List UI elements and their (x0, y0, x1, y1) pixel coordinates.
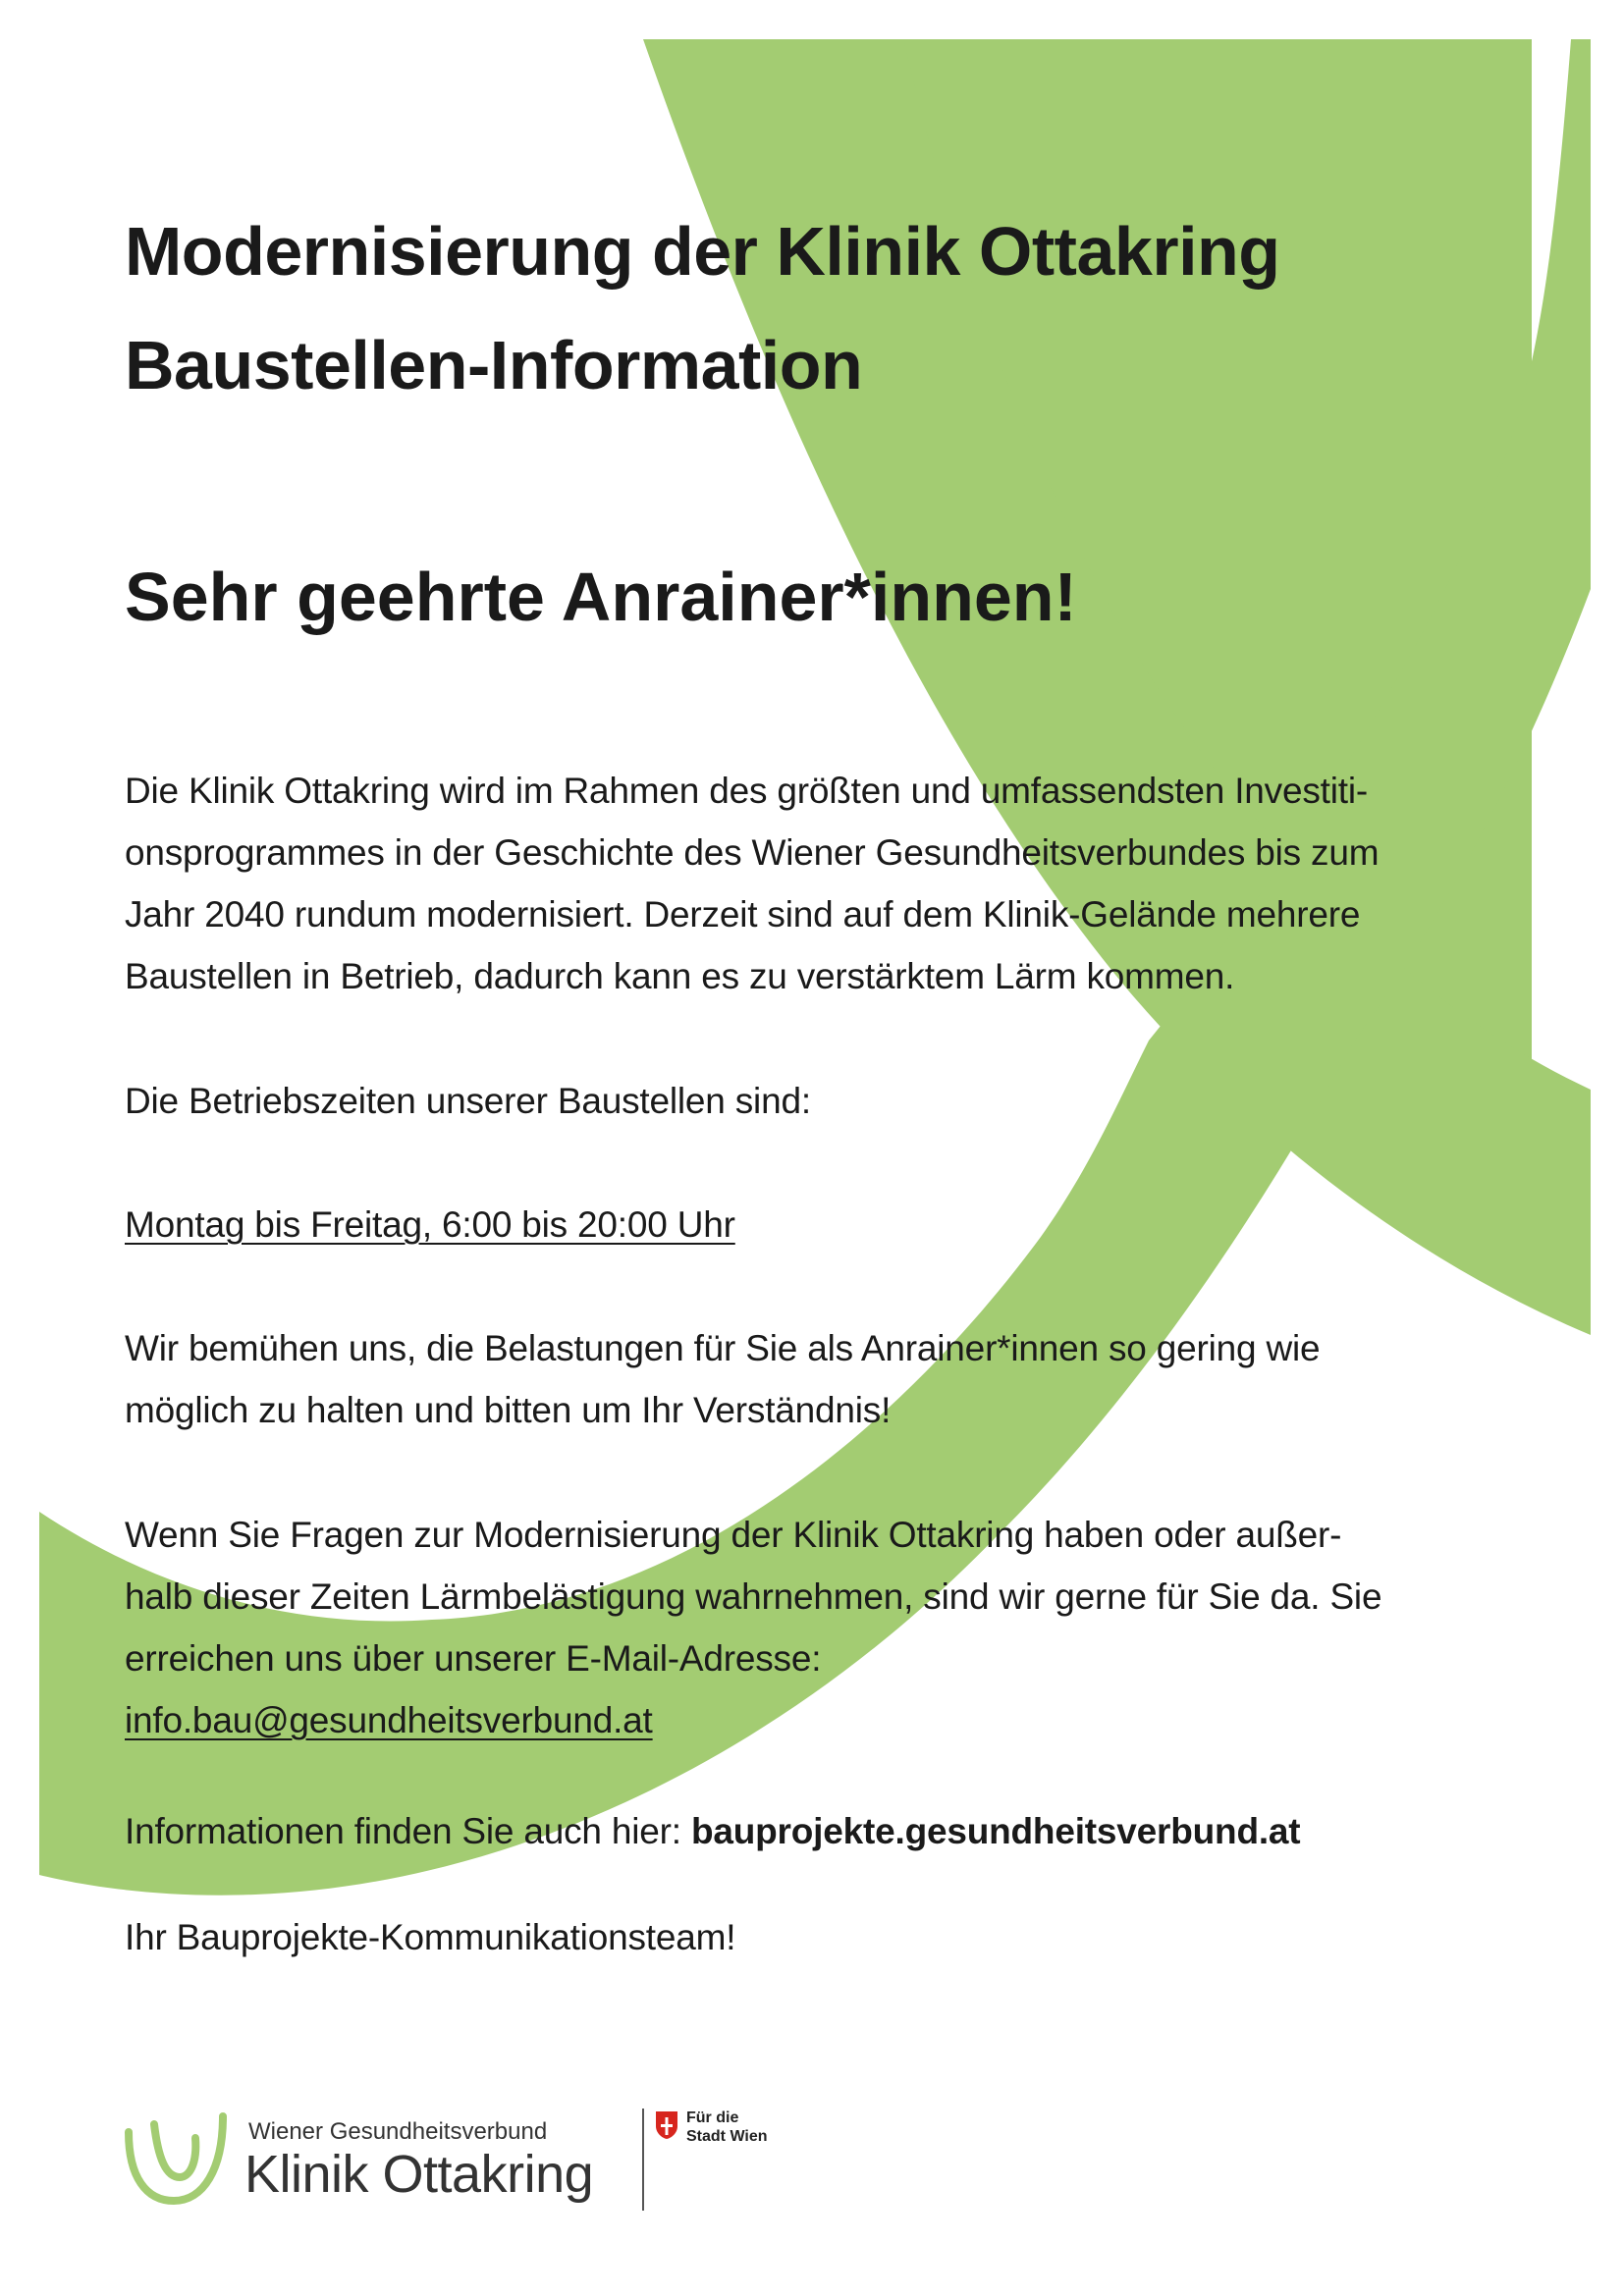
intro-line: Die Klinik Ottakring wird im Rahmen des größten und umfassendsten Investiti- (125, 771, 1368, 811)
intro-line: onsprogrammes in der Geschichte des Wiener Gesundheitsverbundes bis zum (125, 832, 1380, 873)
signoff: Ihr Bauprojekte-Kommunikationsteam! (125, 1917, 736, 1957)
footer-city-line-1: Für die (686, 2109, 739, 2126)
hours-intro: Die Betriebszeiten unserer Baustellen sind: (125, 1081, 811, 1121)
wien-shield-icon (655, 2110, 678, 2140)
title-line-1: Modernisierung der Klinik Ottakring (125, 213, 1280, 290)
contact-email-link[interactable]: info.bau@gesundheitsverbund.at (125, 1700, 653, 1740)
footer-org-name: Wiener Gesundheitsverbund (248, 2118, 548, 2145)
info-url-link[interactable]: bauprojekte.gesundheitsverbund.at (690, 1811, 1301, 1851)
info-prefix: Informationen finden Sie auch hier: (125, 1811, 681, 1851)
contact-paragraph (125, 1504, 1381, 1751)
apology-line: möglich zu halten und bitten um Ihr Verständnis! (125, 1390, 892, 1430)
footer-clinic-name: Klinik Ottakring (244, 2145, 594, 2204)
footer-city-line-2: Stadt Wien (686, 2128, 768, 2145)
title-line-2: Baustellen-Information (125, 327, 863, 403)
info-paragraph (125, 1800, 1300, 1862)
intro-line: Baustellen in Betrieb, dadurch kann es zu verstärktem Lärm kommen. (125, 956, 1235, 996)
page-title (125, 194, 1280, 422)
intro-line: Jahr 2040 rundum modernisiert. Derzeit sind auf dem Klinik-Gelände mehrere (125, 894, 1361, 934)
intro-paragraph (125, 760, 1379, 1007)
klinik-logo-icon (125, 2109, 229, 2207)
greeting: Sehr geehrte Anrainer*innen! (125, 559, 1077, 635)
footer-divider (642, 2109, 644, 2211)
contact-line: erreichen uns über unserer E-Mail-Adresse: (125, 1638, 822, 1679)
contact-line: Wenn Sie Fragen zur Modernisierung der Klinik Ottakring haben oder außer- (125, 1515, 1342, 1555)
footer-city-label (686, 2109, 768, 2146)
contact-line: halb dieser Zeiten Lärmbelästigung wahrnehmen, sind wir gerne für Sie da. Sie (125, 1576, 1382, 1617)
apology-paragraph (125, 1317, 1320, 1441)
apology-line: Wir bemühen uns, die Belastungen für Sie als Anrainer*innen so gering wie (125, 1328, 1321, 1368)
footer (125, 2109, 812, 2216)
operating-hours: Montag bis Freitag, 6:00 bis 20:00 Uhr (125, 1204, 735, 1245)
